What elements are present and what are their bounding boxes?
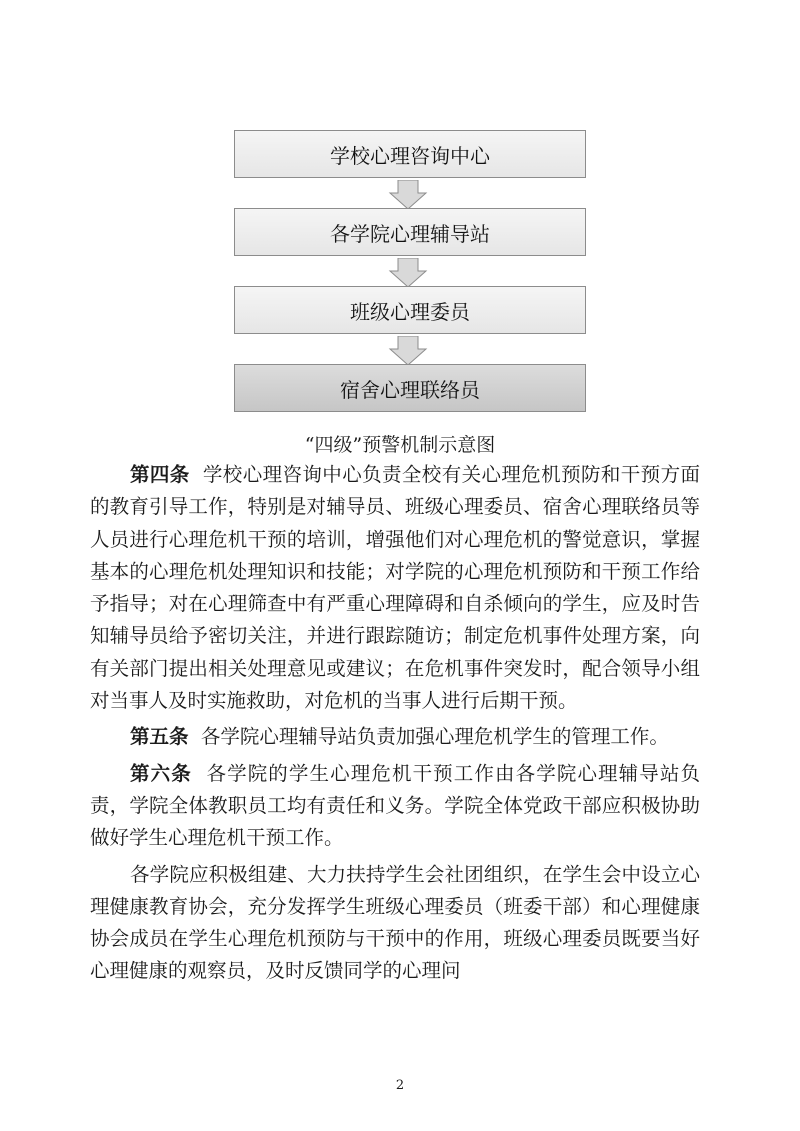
flow-box-label: 各学院心理辅导站 bbox=[330, 221, 490, 246]
down-arrow-icon bbox=[388, 336, 428, 366]
figure-caption: “四级”预警机制示意图 bbox=[304, 434, 496, 456]
document-body bbox=[90, 459, 700, 988]
flow-box-label: 宿舍心理联络员 bbox=[340, 377, 480, 402]
flow-box-label: 班级心理委员 bbox=[350, 299, 470, 324]
article-heading: 第四条 bbox=[130, 463, 190, 486]
flow-box-label: 学校心理咨询中心 bbox=[330, 143, 490, 168]
paragraph-student-union: 各学院应积极组建、大力扶持学生会社团组织，在学生会中设立心理健康教育协会，充分发挥学生班级心理委员（班委干部）和心理健康协会成员在学生心理危机预防与干预中的作用，班级心理委员既要当好心理健康的观察员，及时反馈同学的心理问 bbox=[90, 862, 700, 983]
down-arrow-icon bbox=[388, 258, 428, 288]
article-heading: 第五条 bbox=[130, 725, 189, 749]
article-heading: 第六条 bbox=[130, 761, 192, 785]
flow-box-college-station bbox=[234, 208, 586, 256]
flow-box-dorm-liaison bbox=[234, 364, 586, 412]
page-number: 2 bbox=[395, 1078, 405, 1093]
article-text: 各学院心理辅导站负责加强心理危机学生的管理工作。 bbox=[200, 725, 669, 749]
flow-box-counseling-center bbox=[234, 130, 586, 178]
article-4 bbox=[90, 459, 700, 717]
down-arrow-icon bbox=[388, 180, 428, 210]
article-5 bbox=[90, 721, 700, 753]
article-text: 学校心理咨询中心负责全校有关心理危机预防和干预方面的教育引导工作，特别是对辅导员、班级心理委员、宿舍心理联络员等人员进行心理危机干预的培训，增强他们对心理危机的警觉意识，掌握基本的心理危机处理知识和技能；对学院的心理危机预防和干预工作给予指导；对在心理筛查中有严重心理障碍和自杀倾向的学生，应及时告知辅导员给予密切关注，并进行跟踪随访；制定危机事件处理方案，向有关部门提出相关处理意见或建议；在危机事件突发时，配合领导小组对当事人及时实施救助，对危机的当事人进行后期干预。 bbox=[90, 463, 700, 713]
article-6 bbox=[90, 758, 700, 855]
flow-box-class-commissioner bbox=[234, 286, 586, 334]
article-text: 各学院的学生心理危机干预工作由各学院心理辅导站负责，学院全体教职员工均有责任和义务。学院全体党政干部应积极协助做好学生心理危机干预工作。 bbox=[90, 761, 700, 850]
